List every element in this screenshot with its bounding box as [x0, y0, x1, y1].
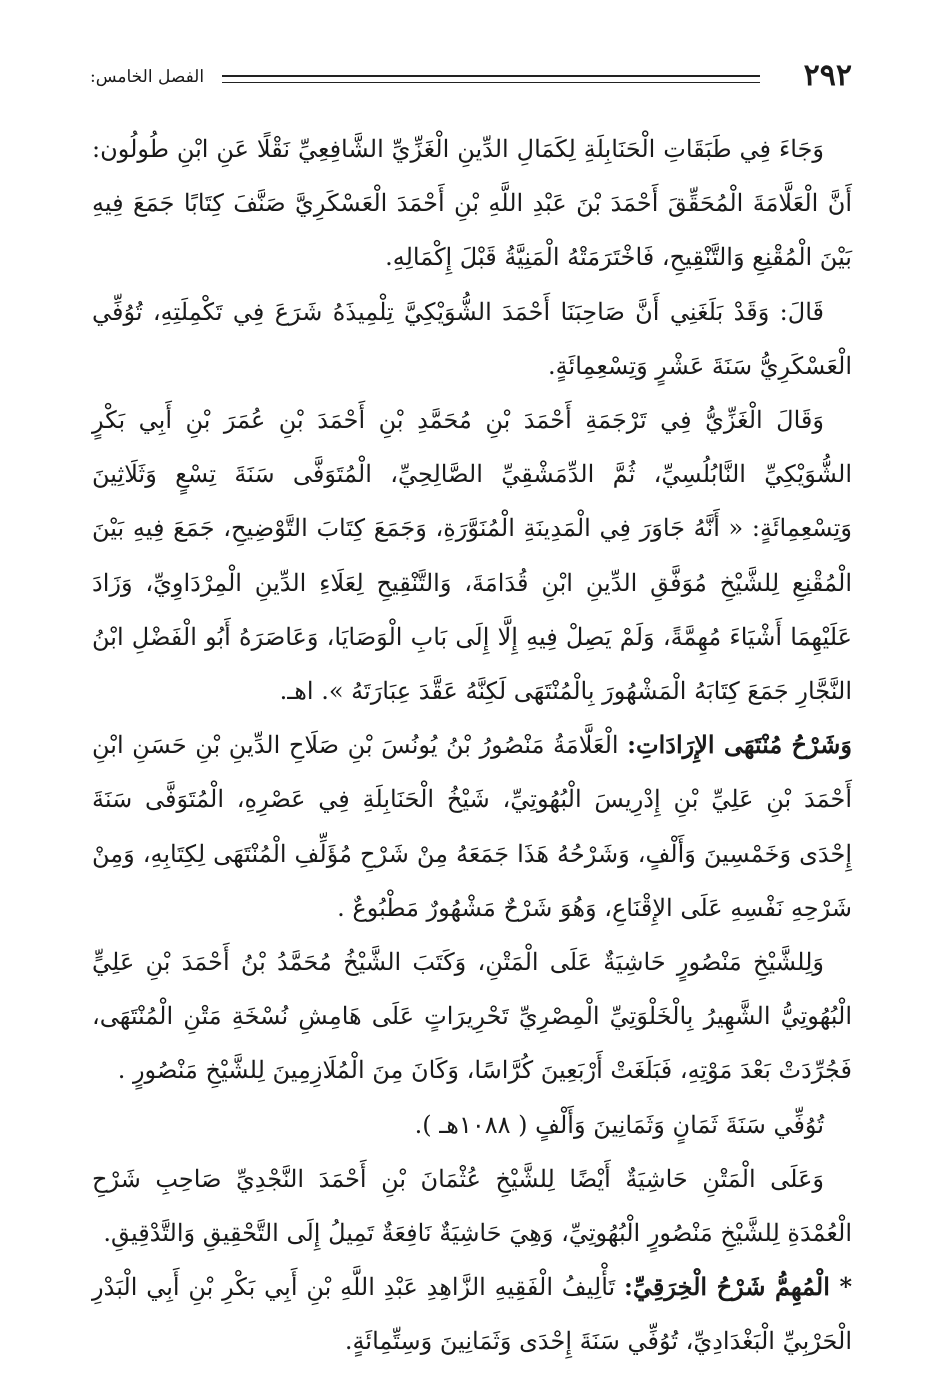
paragraph-text: وَجَاءَ فِي طَبَقَاتِ الْحَنَابِلَةِ لِكَمَالِ الدِّينِ الْغَزِّيِّ الشَّافِعِيِّ نَقْلًا عَنِ ابْنِ طُولُون: أَنَّ الْعَلَّامَةَ الْمُحَقِّقَ أَحْمَدَ بْنَ عَبْدِ اللَّهِ بْنِ أَحْمَدَ الْعَسْكَرِيَّ صَنَّفَ كِتَابًا جَمَعَ فِيهِ بَيْنَ الْمُقْنِعِ وَالتَّنْقِيحِ، فَاخْتَرَمَتْهُ الْمَنِيَّةُ قَبْلَ إِكْمَالِهِ.: [92, 135, 852, 272]
paragraph-text: وَلِلشَّيْخِ مَنْصُورٍ حَاشِيَةٌ عَلَى الْمَتْنِ، وَكَتَبَ الشَّيْخُ مُحَمَّدُ بْنُ أَحْمَدَ بْنِ عَلِيٍّ الْبُهُوتِيُّ الشَّهِيرُ بِالْخَلْوَتِيِّ الْمِصْرِيِّ تَحْرِيرَاتٍ عَلَى هَامِشِ نُسْخَةِ مَتْنِ الْمُنْتَهَى، فَجُرِّدَتْ بَعْدَ مَوْتِهِ، فَبَلَغَتْ أَرْبَعِينَ كُرَّاسًا، وَكَانَ مِنَ الْمُلَازِمِينَ لِلشَّيْخِ مَنْصُورٍ .: [92, 948, 852, 1085]
paragraph: [92, 122, 852, 285]
paragraph-text: وَقَالَ الْغَزِّيُّ فِي تَرْجَمَةِ أَحْمَدَ بْنِ مُحَمَّدِ بْنِ أَحْمَدَ بْنِ عُمَرَ بْنِ أَبِي بَكْرٍ الشُّوَيْكِيِّ النَّابُلُسِيِّ، ثُمَّ الدِّمَشْقِيِّ الصَّالِحِيِّ، الْمُتَوَفَّى سَنَةَ تِسْعٍ وَثَلَاثِينَ وَتِسْعِمِائَةٍ: « أَنَّهُ جَاوَرَ فِي الْمَدِينَةِ الْمُنَوَّرَةِ، وَجَمَعَ كِتَابَ التَّوْضِيحِ، جَمَعَ فِيهِ بَيْنَ الْمُقْنِعِ لِلشَّيْخِ مُوَفَّقِ الدِّينِ ابْنِ قُدَامَةَ، وَالتَّنْقِيحِ لِعَلَاءِ الدِّينِ الْمِرْدَاوِيِّ، وَزَادَ عَلَيْهِمَا أَشْيَاءَ مُهِمَّةً، وَلَمْ يَصِلْ فِيهِ إِلَّا إِلَى بَابِ الْوَصَايَا، وَعَاصَرَهُ أَبُو الْفَضْلِ ابْنُ النَّجَّارِ جَمَعَ كِتَابَهُ الْمَشْهُورَ بِالْمُنْتَهَى لَكِنَّهُ عَقَّدَ عِبَارَتَهُ ». اهـ.: [92, 406, 852, 706]
paragraph-heading: * الْمُهِمُّ شَرْحُ الْخِرَقِيِّ:: [624, 1272, 852, 1302]
paragraph-text: قَالَ: وَقَدْ بَلَغَنِي أَنَّ صَاحِبَنَا أَحْمَدَ الشُّوَيْكِيَّ تِلْمِيذَهُ شَرَعَ فِي تَكْمِلَتِهِ، تُوُفِّي الْعَسْكَرِيُّ سَنَةَ عَشْرٍ وَتِسْعِمِائَةٍ.: [92, 297, 852, 380]
paragraph-text: تَأْلِيفُ الْفَقِيهِ الزَّاهِدِ عَبْدِ اللَّهِ بْنِ أَبِي بَكْرِ بْنِ أَبِي الْبَدْرِ الْحَرْبِيِّ الْبَغْدَادِيِّ، تُوُفِّي سَنَةَ إِحْدَى وَثَمَانِينَ وَسِتِّمِائَةٍ.: [92, 1273, 852, 1356]
page-number: ٢٩٢: [803, 58, 852, 93]
page-body: [92, 122, 852, 1369]
paragraph: [92, 1152, 852, 1260]
chapter-title: الفصل الخامس:: [90, 67, 205, 87]
paragraph: [92, 935, 852, 1098]
paragraph: [92, 718, 852, 935]
paragraph: [92, 285, 852, 393]
paragraph: [92, 1098, 852, 1152]
paragraph-heading: وَشَرْحُ مُنْتَهَى الإِرَادَاتِ:: [627, 730, 852, 760]
paragraph-text: الْعَلَّامَةُ مَنْصُورُ بْنُ يُونُسَ بْنِ صَلَاحِ الدِّينِ بْنِ حَسَنِ ابْنِ أَحْمَدَ بْنِ عَلِيِّ بْنِ إِدْرِيسَ الْبُهُوتِيِّ، شَيْخُ الْحَنَابِلَةِ فِي عَصْرِهِ، الْمُتَوَفَّى سَنَةَ إِحْدَى وَخَمْسِينَ وَأَلْفٍ، وَشَرْحُهُ هَذَا جَمَعَهُ مِنْ شَرْحِ مُؤَلِّفِ الْمُنْتَهَى لِكِتَابِهِ، وَمِنْ شَرْحِهِ نَفْسِهِ عَلَى الإِقْنَاعِ، وَهُوَ شَرْحٌ مَشْهُورٌ مَطْبُوعٌ .: [92, 731, 852, 922]
paragraph-text: تُوُفِّي سَنَةَ ثَمَانٍ وَثَمَانِينَ وَأَلْفٍ ( ١٠٨٨هـ ).: [414, 1110, 824, 1139]
paragraph: [92, 393, 852, 718]
page-header: [90, 58, 852, 98]
paragraph: [92, 1260, 852, 1368]
header-divider: [222, 75, 760, 83]
paragraph-text: وَعَلَى الْمَتْنِ حَاشِيَةٌ أَيْضًا لِلشَّيْخِ عُثْمَانَ بْنِ أَحْمَدَ النَّجْدِيِّ صَاحِبِ شَرْحِ الْعُمْدَةِ لِلشَّيْخِ مَنْصُورٍ الْبُهُوتِيِّ، وَهِيَ حَاشِيَةٌ نَافِعَةٌ تَمِيلُ إِلَى التَّحْقِيقِ وَالتَّدْقِيقِ.: [92, 1164, 852, 1248]
